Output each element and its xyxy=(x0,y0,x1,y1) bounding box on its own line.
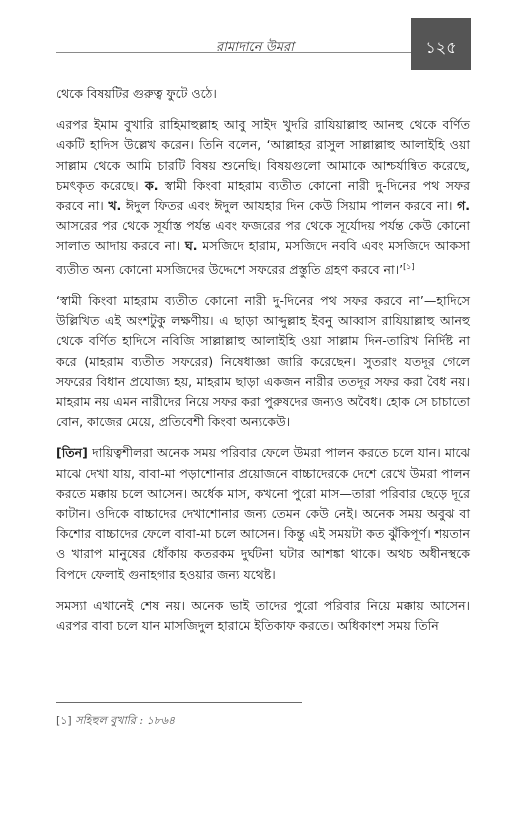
page-number-box xyxy=(411,18,471,70)
footnote xyxy=(56,712,175,731)
list-marker-ka: ক. xyxy=(144,177,159,193)
p2-part-0: এরপর ইমাম বুখারি রাহিমাহুল্লাহ আবু সাইদ খুদরি রাযিয়াল্লাহু আনহু থেকে বর্ণিত একটি হাদিস উল্লেখ করেন। তিনি বলেন, ‘আল্লাহর রাসুল সাল্লাল্লাহু আলাইহি ওয়া সাল্লাম থেকে আমি চারটি বিষয় শুনেছি। বিষয়গুলো আমাকে আশ্চর্যান্বিত করেছে, চমৎকৃত করেছে। xyxy=(56,117,470,193)
paragraph-1 xyxy=(56,84,470,104)
p2-part-8: মসজিদে হারাম, মসজিদে নববি এবং মসজিদে আকসা ব্যতীত অন্য কোনো মসজিদের উদ্দেশে সফরের প্রস্তুতি গ্রহণ করবে না।’ xyxy=(56,238,470,277)
paragraph-1-text: থেকে বিষয়টির গুরুত্ব ফুটে ওঠে। xyxy=(56,86,217,101)
footnote-source: সহিহুল বুখারি : ১৮৬৪ xyxy=(75,714,176,727)
footnote-marker: [১] xyxy=(56,714,72,727)
list-marker-ga: গ. xyxy=(457,198,471,214)
p2-part-2: স্বামী কিংবা মাহরাম ব্যতীত কোনো নারী দু-দিনের পথ সফর করবে না। xyxy=(56,177,470,214)
footnote-reference[interactable]: [১] xyxy=(403,261,415,271)
page-number: ১২৫ xyxy=(425,38,457,57)
running-title: রামাদানে উমরা xyxy=(216,40,294,55)
paragraph-4 xyxy=(56,443,470,584)
footnote-rule xyxy=(56,702,302,703)
list-marker-kha: খ. xyxy=(108,198,122,214)
body-text xyxy=(56,84,470,647)
paragraph-5 xyxy=(56,596,470,636)
paragraph-4-text: দায়িত্বশীলরা অনেক সময় পরিবার ফেলে উমরা পালন করতে চলে যান। মাঝে মাঝে দেখা যায়, বাবা-মা পড়াশোনার প্রয়োজনে বাচ্চাদেরকে দেশে রেখে উমরা পালন করতে মক্কায় চলে আসেন। অর্ধেক মাস, কখনো পুরো মাস—তারা পরিবার ছেড়ে দূরে কাটান। ওদিকে বাচ্চাদের দেখাশোনার জন্য তেমন কেউ নেই। অনেক সময় অবুঝ বা কিশোর বাচ্চাদের ফেলে বাবা-মা চলে আসেন। কিন্তু এই সময়টা কত ঝুঁকিপূর্ণ। শয়তান ও খারাপ মানুষের ধোঁকায় কতরকম দুর্ঘটনা ঘটার আশঙ্কা থাকে। অথচ অধীনস্থকে বিপদে ফেলাই গুনাহগার হওয়ার জন্য যথেষ্ট। xyxy=(56,445,470,582)
list-marker-gha: ঘ. xyxy=(185,238,198,254)
p2-part-4: ঈদুল ফিতর এবং ঈদুল আযহার দিন কেউ সিয়াম পালন করবে না। xyxy=(121,198,458,214)
section-lead: [তিন] xyxy=(56,445,88,461)
p2-part-6: আসরের পর থেকে সূর্যাস্ত পর্যন্ত এবং ফজরের পর থেকে সূর্যোদয় পর্যন্ত কেউ কোনো সালাত আদায় করবে না। xyxy=(56,218,470,254)
paragraph-2 xyxy=(56,115,470,280)
paragraph-5-text: সমস্যা এখানেই শেষ নয়। অনেক ভাই তাদের পুরো পরিবার নিয়ে মক্কায় আসেন। এরপর বাবা চলে যান মাসজিদুল হারামে ইতিকাফ করতে। অধিকাংশ সময় তিনি xyxy=(56,597,470,634)
paragraph-3 xyxy=(56,291,470,432)
paragraph-3-text: ‘স্বামী কিংবা মাহরাম ব্যতীত কোনো নারী দু-দিনের পথ সফর করবে না’—হাদিসে উল্লিখিত এই অংশটুকু লক্ষণীয়। এ ছাড়া আব্দুল্লাহ ইবনু আব্বাস রাযিয়াল্লাহু আনহু থেকে বর্ণিত হাদিসে নবিজি সাল্লাল্লাহু আলাইহি ওয়া সাল্লাম দিন-তারিখ নির্দিষ্ট না করে (মাহরাম ব্যতীত সফরের) নিষেধাজ্ঞা জারি করেছেন। সুতরাং যতদূর গেলে সফরের বিধান প্রযোজ্য হয়, মাহরাম ছাড়া একজন নারীর ততদূর সফর করা বৈধ নয়। মাহরাম নয় এমন নারীদের নিয়ে সফর করা পুরুষদের জন্যও অবৈধ। হোক সে চাচাতো বোন, কাজের মেয়ে, প্রতিবেশী কিংবা অন্যকেউ। xyxy=(56,292,470,430)
